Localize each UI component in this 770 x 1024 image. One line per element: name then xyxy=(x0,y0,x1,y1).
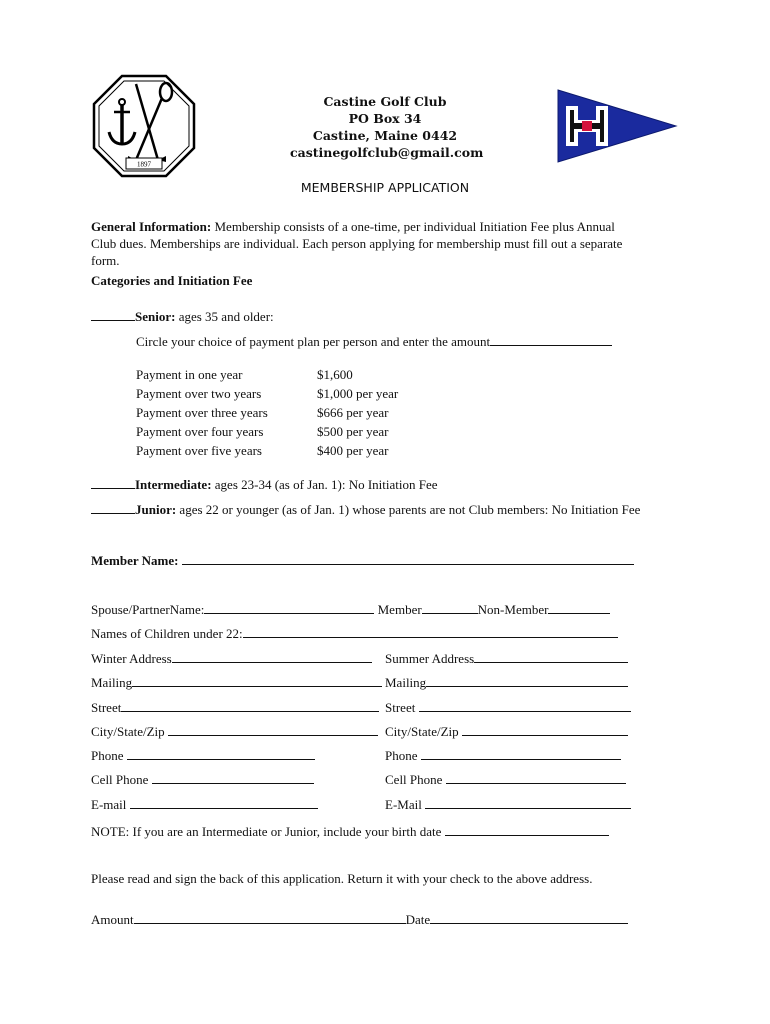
street-left-row xyxy=(91,699,379,716)
spouse-label: Spouse/PartnerName: xyxy=(91,602,205,617)
city-right-row xyxy=(385,723,628,740)
street-left-field[interactable] xyxy=(121,699,379,712)
junior-text: ages 22 or younger (as of Jan. 1) whose parents are not Club members: No Initiation Fee xyxy=(176,502,641,517)
children-label: Names of Children under 22: xyxy=(91,626,243,641)
phone-right-row xyxy=(385,747,621,764)
senior-circle-row xyxy=(136,333,612,350)
email-right-row xyxy=(385,796,631,813)
senior-text: ages 35 and older: xyxy=(175,309,274,324)
po-box: PO Box 34 xyxy=(348,111,422,126)
winter-address-row xyxy=(91,650,372,667)
mailing-right-row xyxy=(385,674,628,691)
member-name-field[interactable] xyxy=(182,552,634,565)
member-name-label: Member Name: xyxy=(91,553,179,568)
email-right-label: E-Mail xyxy=(385,797,422,812)
payment-plan[interactable]: Payment over two years xyxy=(136,386,262,401)
birthdate-note-row xyxy=(91,823,609,840)
phone-left-row xyxy=(91,747,315,764)
general-info-text: Membership consists of a one-time, per individual Initiation Fee plus Annual xyxy=(211,219,615,234)
amount-row xyxy=(91,911,628,928)
cell-right-field[interactable] xyxy=(446,771,626,784)
categories-heading: Categories and Initiation Fee xyxy=(91,273,253,288)
payment-amount: $1,000 per year xyxy=(317,386,399,401)
street-right-row xyxy=(385,699,631,716)
summer-address-label: Summer Address xyxy=(385,651,475,666)
birthdate-field[interactable] xyxy=(445,823,609,836)
junior-checkbox-line[interactable] xyxy=(91,501,135,514)
date-field[interactable] xyxy=(430,911,628,924)
amount-field[interactable] xyxy=(134,911,406,924)
payment-amount: $666 per year xyxy=(317,405,389,420)
intermediate-label: Intermediate: xyxy=(135,477,212,492)
mailing-left-label: Mailing xyxy=(91,675,133,690)
junior-row xyxy=(91,501,640,518)
intermediate-row xyxy=(91,476,438,493)
club-name: Castine Golf Club xyxy=(323,94,447,109)
senior-label: Senior: xyxy=(135,309,176,324)
city-left-row xyxy=(91,723,378,740)
email-right-field[interactable] xyxy=(425,796,631,809)
general-info-label: General Information: xyxy=(91,219,212,234)
member-name-row xyxy=(91,552,634,569)
intermediate-text: ages 23-34 (as of Jan. 1): No Initiation Fee xyxy=(211,477,438,492)
summer-address-field[interactable] xyxy=(474,650,628,663)
general-info-line2: Club dues. Memberships are individual. Each person applying for membership must fill out a separate xyxy=(91,236,623,251)
payment-plan[interactable]: Payment over three years xyxy=(136,405,268,420)
city-left-label: City/State/Zip xyxy=(91,724,165,739)
senior-row xyxy=(91,308,274,325)
email-left-row xyxy=(91,796,318,813)
winter-address-label: Winter Address xyxy=(91,651,172,666)
circle-instruction: Circle your choice of payment plan per person and enter the amount xyxy=(136,334,491,349)
logo-year: 1897 xyxy=(137,160,151,169)
mailing-left-field[interactable] xyxy=(132,674,382,687)
junior-label: Junior: xyxy=(135,502,177,517)
senior-amount-line[interactable] xyxy=(490,333,612,346)
member-field[interactable] xyxy=(422,601,478,614)
date-label: Date xyxy=(405,912,431,927)
city-line: Castine, Maine 0442 xyxy=(312,128,458,143)
payment-amount: $400 per year xyxy=(317,443,389,458)
children-row xyxy=(91,625,618,642)
summer-address-row xyxy=(385,650,628,667)
phone-left-field[interactable] xyxy=(127,747,315,760)
non-member-field[interactable] xyxy=(548,601,610,614)
payment-plan[interactable]: Payment in one year xyxy=(136,367,243,382)
instructions: Please read and sign the back of this application. Return it with your check to the above address. xyxy=(91,871,593,886)
club-pennant xyxy=(556,88,678,164)
payment-amount: $1,600 xyxy=(317,367,353,382)
general-info-line3: form. xyxy=(91,253,120,268)
street-right-label: Street xyxy=(385,700,416,715)
mailing-left-row xyxy=(91,674,382,691)
non-member-label: Non-Member xyxy=(477,602,549,617)
mailing-right-label: Mailing xyxy=(385,675,427,690)
mailing-right-field[interactable] xyxy=(426,674,628,687)
member-label: Member xyxy=(377,602,422,617)
payment-plan[interactable]: Payment over four years xyxy=(136,424,264,439)
city-right-label: City/State/Zip xyxy=(385,724,459,739)
street-right-field[interactable] xyxy=(419,699,631,712)
street-left-label: Street xyxy=(91,700,122,715)
email-left-label: E-mail xyxy=(91,797,127,812)
club-address-block xyxy=(290,93,484,161)
page-title: MEMBERSHIP APPLICATION xyxy=(300,180,470,195)
payment-amount: $500 per year xyxy=(317,424,389,439)
club-email: castinegolfclub@gmail.com xyxy=(290,145,484,160)
spouse-field[interactable] xyxy=(204,601,374,614)
spouse-row xyxy=(91,601,610,618)
cell-right-label: Cell Phone xyxy=(385,772,443,787)
children-field[interactable] xyxy=(243,625,618,638)
cell-left-field[interactable] xyxy=(152,771,314,784)
winter-address-field[interactable] xyxy=(172,650,372,663)
city-right-field[interactable] xyxy=(462,723,628,736)
cell-left-row xyxy=(91,771,314,788)
phone-right-field[interactable] xyxy=(421,747,621,760)
email-left-field[interactable] xyxy=(130,796,318,809)
birthdate-note: NOTE: If you are an Intermediate or Junior, include your birth date xyxy=(91,824,442,839)
general-info-line1 xyxy=(91,218,615,235)
senior-checkbox-line[interactable] xyxy=(91,308,135,321)
phone-left-label: Phone xyxy=(91,748,124,763)
cell-left-label: Cell Phone xyxy=(91,772,149,787)
city-left-field[interactable] xyxy=(168,723,378,736)
cell-right-row xyxy=(385,771,626,788)
phone-right-label: Phone xyxy=(385,748,418,763)
intermediate-checkbox-line[interactable] xyxy=(91,476,135,489)
payment-plan[interactable]: Payment over five years xyxy=(136,443,262,458)
club-logo xyxy=(92,74,196,178)
amount-label: Amount xyxy=(91,912,134,927)
